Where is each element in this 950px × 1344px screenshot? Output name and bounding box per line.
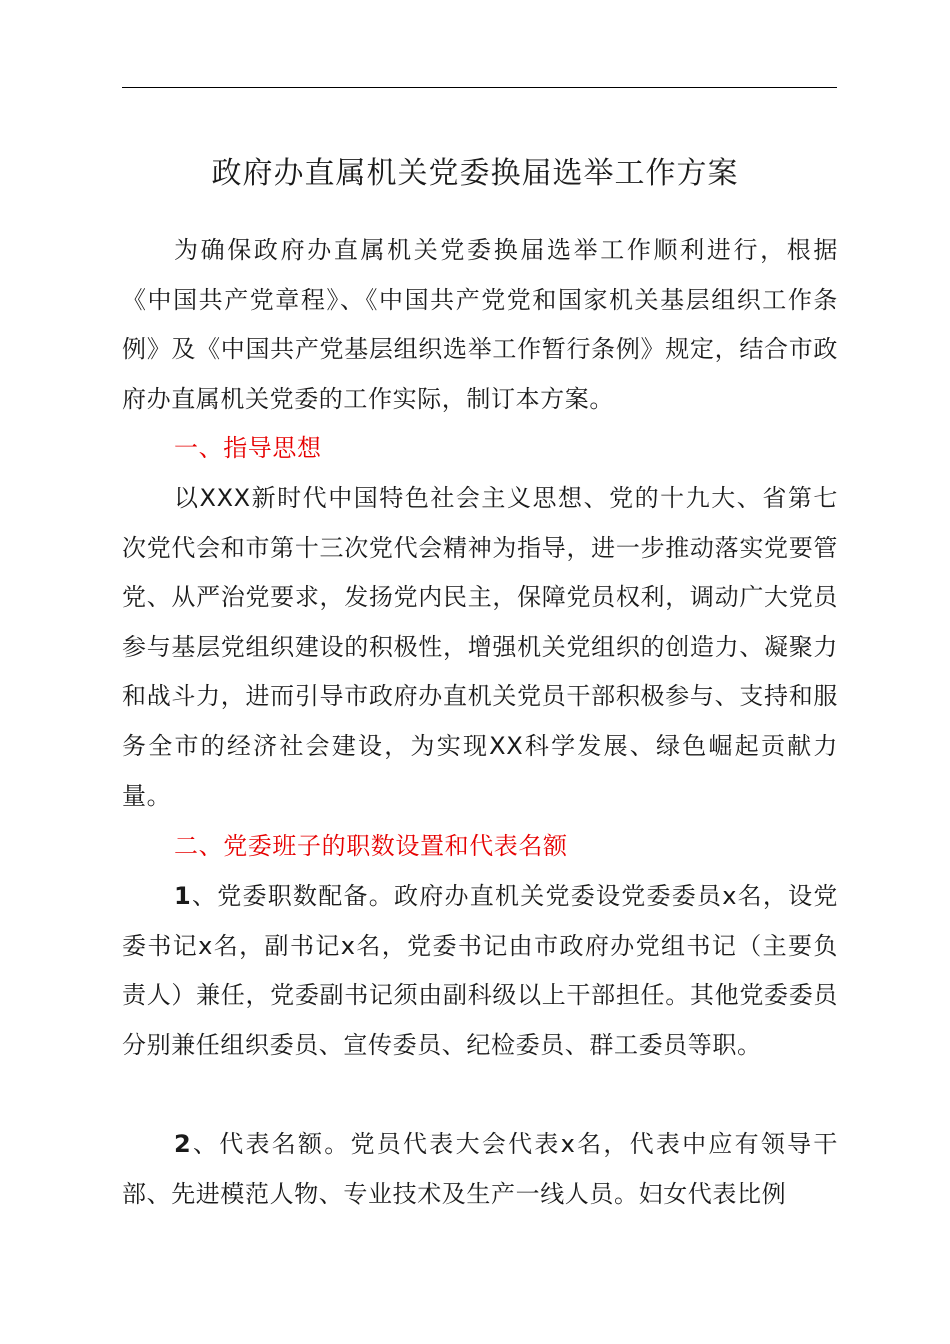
section-1-body: 以XXX新时代中国特色社会主义思想、党的十九大、省第七次党代会和市第十三次党代会精神为指导，进一步推动落实党要管党、从严治党要求，发扬党内民主，保障党员权利，调动广大党员参与基层党组织建设的积极性，增强机关党组织的创造力、凝聚力和战斗力，进而引导市政府办直机关党员干部积极参与、支持和服务全市的经济社会建设，为实现XX科学发展、绿色崛起贡献力量。 [122,484,838,810]
document-title: 政府办直属机关党委换届选举工作方案 [211,156,739,191]
section-1-heading: 一、指导思想 [174,434,322,462]
item-1-body: 、党委职数配备。政府办直机关党委设党委委员x名，设党委书记x名，副书记x名，党委书记由市政府办党组书记（主要负责人）兼任，党委副书记须由副科级以上干部担任。其他党委委员分别兼任组织委员、宣传委员、纪检委员、群工委员等职。 [122,882,838,1059]
section-2-item-2 [122,1120,838,1219]
intro-paragraph: 为确保政府办直属机关党委换届选举工作顺利进行，根据《中国共产党章程》、《中国共产党党和国家机关基层组织工作条例》及《中国共产党基层组织选举工作暂行条例》规定，结合市政府办直属机关党委的工作实际，制订本方案。 [122,236,838,413]
section-2-heading: 二、党委班子的职数设置和代表名额 [174,832,568,860]
item-2-body: 、代表名额。党员代表大会代表x名，代表中应有领导干部、先进模范人物、专业技术及生产一线人员。妇女代表比例 [122,1130,838,1208]
section-2-item-1 [122,872,838,1070]
item-1-number: 1 [174,882,192,910]
header-rule [122,87,837,88]
item-2-number: 2 [174,1130,192,1158]
